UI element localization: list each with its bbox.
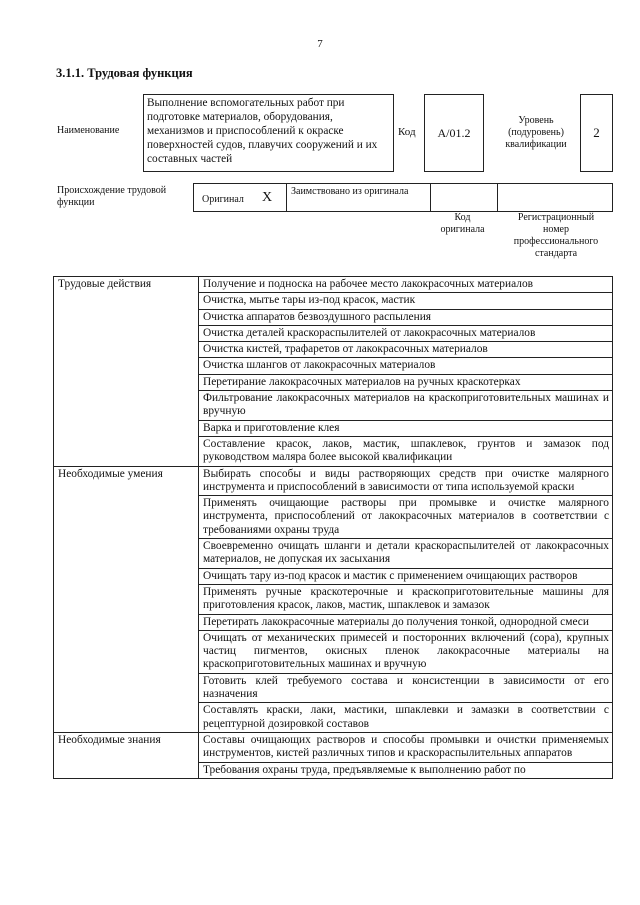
- code-label: Код: [398, 126, 416, 138]
- original-mark: X: [262, 190, 273, 205]
- table-cell: Составление красок, лаков, мастик, шпаклевок, грунтов и замазок под руководством маляра более высокой квалификации: [199, 436, 613, 466]
- code-value: A/01.2: [424, 94, 484, 172]
- table-cell: Очищать тару из-под красок и мастик с применением очищающих растворов: [199, 568, 613, 584]
- category-cell: Необходимые умения: [54, 466, 199, 732]
- name-value: Выполнение вспомогательных работ при подготовке материалов, оборудования, механизмов и приспособлений к окраске поверхностей судов, плавучих сооружений и их составных частей: [143, 94, 394, 172]
- table-cell: Требования охраны труда, предъявляемые к выполнению работ по: [199, 762, 613, 778]
- table-cell: Варка и приготовление клея: [199, 420, 613, 436]
- table-cell: Фильтрование лакокрасочных материалов на краскоприготовительных машинах и вручную: [199, 391, 613, 421]
- table-cell: Очистка аппаратов безвоздушного распыления: [199, 309, 613, 325]
- divider: [430, 184, 431, 211]
- table-cell: Очистка кистей, трафаретов от лакокрасочных материалов: [199, 342, 613, 358]
- table-cell: Очищать от механических примесей и посторонних включений (сора), крупных частиц пигментов, окисных пленок лакокрасочные материалы на краскоприготовительных машинах и вручную: [199, 630, 613, 673]
- table-row: [54, 466, 613, 496]
- table-cell: Своевременно очищать шланги и детали краскораспылителей от лакокрасочных материалов, не допуская их засыхания: [199, 539, 613, 569]
- original-label: Оригинал: [202, 194, 244, 205]
- table-cell: Готовить клей требуемого состава и консистенции в зависимости от его назначения: [199, 673, 613, 703]
- table-cell: Получение и подноска на рабочее место лакокрасочных материалов: [199, 277, 613, 293]
- table-cell: Применять очищающие растворы при промывке и очистке малярного инструмента, приспособлений от лакокрасочных материалов в соответствии с требованиями охраны труда: [199, 496, 613, 539]
- function-table: [53, 276, 613, 779]
- divider: [497, 184, 498, 211]
- table-cell: Очистка деталей краскораспылителей от лакокрасочных материалов: [199, 325, 613, 341]
- level-label: Уровень (подуровень) квалификации: [505, 115, 567, 150]
- table-cell: Применять ручные краскотерочные и краскоприготовительные машины для приготовления красок, лаков, мастик, шпаклевок и замазок: [199, 584, 613, 614]
- table-cell: Выбирать способы и виды растворяющих средств при очистке малярного инструмента и приспособлений в зависимости от типа используемой краски: [199, 466, 613, 496]
- origin-grid: [193, 183, 613, 212]
- category-cell: Необходимые знания: [54, 732, 199, 778]
- borrowed-label: Заимствовано из оригинала: [291, 186, 409, 197]
- table-cell: Составлять краски, лаки, мастики, шпаклевки и замазки в соответствии с рецептурной дозировкой составов: [199, 703, 613, 733]
- category-cell: Трудовые действия: [54, 277, 199, 467]
- table-cell: Составы очищающих растворов и способы промывки и очистки применяемых инструментов, кистей различных типов и краскораспылительных аппаратов: [199, 732, 613, 762]
- table-cell: Перетирание лакокрасочных материалов на ручных краскотерках: [199, 374, 613, 390]
- divider: [286, 184, 287, 211]
- table-cell: Очистка шлангов от лакокрасочных материалов: [199, 358, 613, 374]
- code-caption: Код оригинала: [440, 212, 485, 235]
- reg-caption: Регистрационный номер профессионального стандарта: [513, 212, 599, 259]
- table-row: [54, 732, 613, 762]
- section-title: 3.1.1. Трудовая функция: [56, 66, 193, 80]
- page-number: 7: [317, 38, 323, 50]
- table-row: [54, 277, 613, 293]
- table-cell: Перетирать лакокрасочные материалы до получения тонкой, однородной смеси: [199, 614, 613, 630]
- level-value: 2: [580, 94, 613, 172]
- table-cell: Очистка, мытье тары из-под красок, мастик: [199, 293, 613, 309]
- name-label: Наименование: [57, 125, 120, 136]
- origin-label: Происхождение трудовой функции: [57, 185, 167, 208]
